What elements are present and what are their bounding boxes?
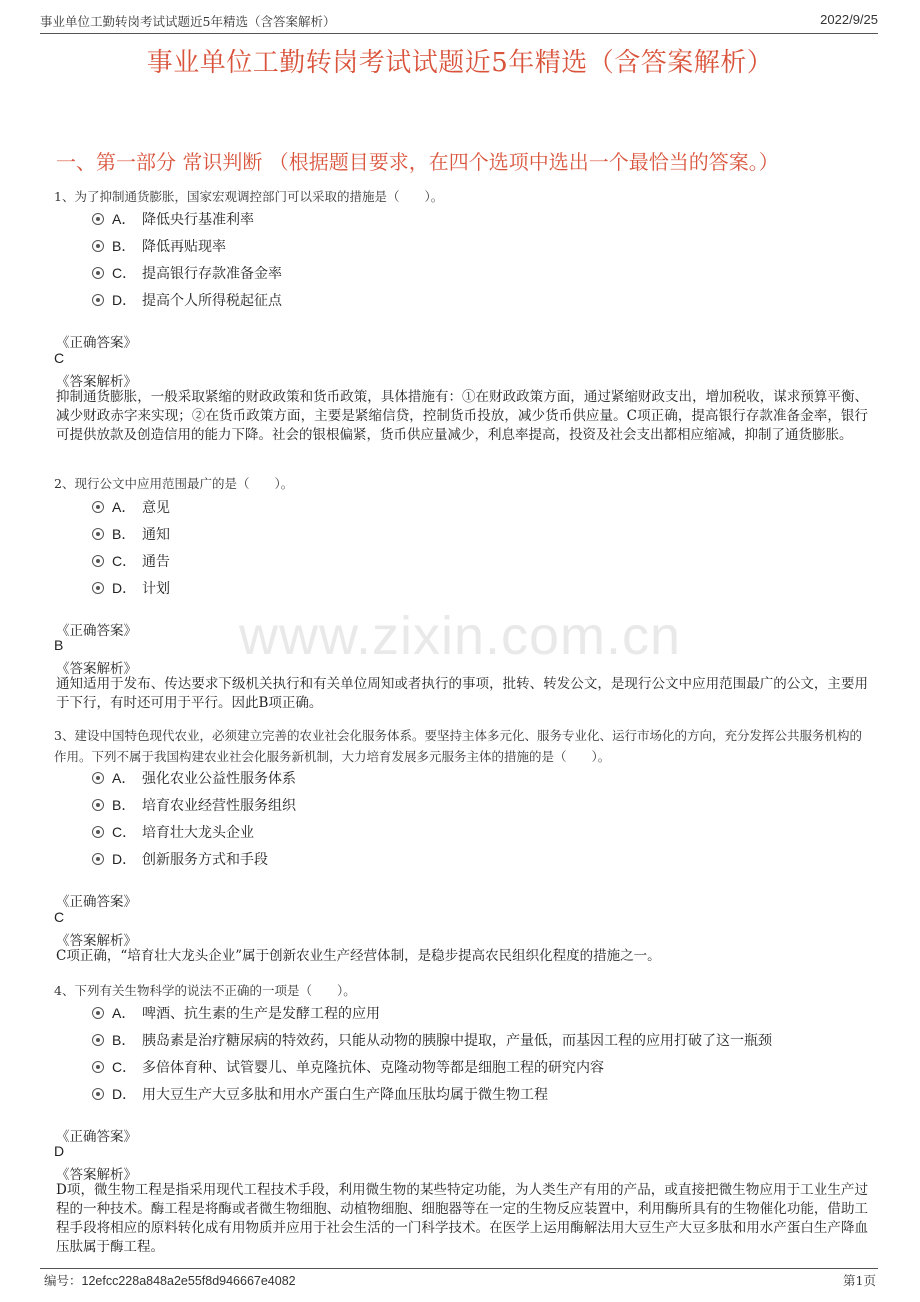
question-3-option-a[interactable]: A． 强化农业公益性服务体系: [92, 768, 296, 788]
radio-icon[interactable]: [92, 1088, 104, 1100]
question-2-option-d[interactable]: D． 计划: [92, 578, 170, 598]
question-1-stem: 1、为了抑制通货膨胀，国家宏观调控部门可以采取的措施是（ ）。: [54, 189, 444, 204]
question-1-option-b[interactable]: B． 降低再贴现率: [92, 236, 226, 256]
radio-icon[interactable]: [92, 1007, 104, 1019]
analysis-label: 《答案解析》: [56, 1167, 137, 1183]
question-4-option-d[interactable]: D． 用大豆生产大豆多肽和用水产蛋白生产降血压肽均属于微生物工程: [92, 1084, 548, 1104]
watermark: www.zixin.com.cn: [238, 606, 682, 666]
question-2-answer: B: [54, 637, 64, 653]
correct-answer-label: 《正确答案》: [56, 335, 137, 351]
question-3-stem: 3、建设中国特色现代农业，必须建立完善的农业社会化服务体系。要坚持主体多元化、服务专业化、运行市场化的方向，充分发挥公共服务机构的作用。下列不属于我国构建农业社会化服务新机制，大力培育发展多元服务主体的措施的是（ ）。: [54, 728, 862, 764]
question-4-option-c[interactable]: C． 多倍体育种、试管婴儿、单克隆抗体、克隆动物等都是细胞工程的研究内容: [92, 1057, 604, 1077]
question-1-option-a[interactable]: A． 降低央行基准利率: [92, 209, 254, 229]
radio-icon[interactable]: [92, 555, 104, 567]
question-3-option-b[interactable]: B． 培育农业经营性服务组织: [92, 795, 296, 815]
analysis-label: 《答案解析》: [56, 374, 137, 390]
page-header: [40, 12, 878, 32]
question-2-option-c[interactable]: C． 通告: [92, 551, 170, 571]
question-2-option-b[interactable]: B． 通知: [92, 524, 170, 544]
question-4-analysis: D项，微生物工程是指采用现代工程技术手段，利用微生物的某些特定功能，为人类生产有用的产品，或直接把微生物应用于工业生产过程的一种技术。酶工程是将酶或者微生物细胞、动植物细胞、细胞器等在一定的生物反应装置中，利用酶所具有的生物催化功能，借助工程手段将相应的原料转化成有用物质并应用于社会生活的一门科学技术。在医学上运用酶解法用大豆生产大豆多肽和用水产蛋白生产降血压肽属于酶工程。: [56, 1182, 868, 1255]
radio-icon[interactable]: [92, 582, 104, 594]
footer-divider: [40, 1268, 878, 1269]
correct-answer-label: 《正确答案》: [56, 623, 137, 639]
analysis-label: 《答案解析》: [56, 661, 137, 677]
document-title: 事业单位工勤转岗考试试题近5年精选（含答案解析）: [146, 48, 774, 78]
radio-icon[interactable]: [92, 799, 104, 811]
section-heading: 一、第一部分 常识判断 （根据题目要求，在四个选项中选出一个最恰当的答案。）: [56, 150, 779, 174]
question-2-analysis: 通知适用于发布、传达要求下级机关执行和有关单位周知或者执行的事项，批转、转发公文，是现行公文中应用范围最广的公文，主要用于下行，有时还可用于平行。因此B项正确。: [56, 676, 868, 711]
header-doc-title: 事业单位工勤转岗考试试题近5年精选（含答案解析）: [40, 14, 336, 29]
question-3-analysis: C项正确，“培育壮大龙头企业”属于创新农业生产经营体制，是稳步提高农民组织化程度的措施之一。: [56, 948, 661, 964]
radio-icon[interactable]: [92, 1061, 104, 1073]
page-number: 第1页: [843, 1273, 876, 1288]
radio-icon[interactable]: [92, 528, 104, 540]
analysis-label: 《答案解析》: [56, 933, 137, 949]
radio-icon[interactable]: [92, 213, 104, 225]
radio-icon[interactable]: [92, 267, 104, 279]
question-1-answer: C: [54, 350, 65, 366]
question-3-answer: C: [54, 909, 65, 925]
radio-icon[interactable]: [92, 853, 104, 865]
radio-icon[interactable]: [92, 826, 104, 838]
correct-answer-label: 《正确答案》: [56, 894, 137, 910]
question-4-stem: 4、下列有关生物科学的说法不正确的一项是（ ）。: [54, 983, 356, 998]
question-1-analysis: 抑制通货膨胀，一般采取紧缩的财政政策和货币政策，具体措施有：①在财政政策方面，通过紧缩财政支出，增加税收，谋求预算平衡、减少财政赤字来实现；②在货币政策方面，主要是紧缩信贷，控制货币投放，减少货币供应量。C项正确，提高银行存款准备金率，银行可提供放款及创造信用的能力下降。社会的银根偏紧，货币供应量减少，利息率提高，投资及社会支出都相应缩减，抑制了通货膨胀。: [56, 389, 868, 443]
radio-icon[interactable]: [92, 501, 104, 513]
radio-icon[interactable]: [92, 294, 104, 306]
question-3-option-c[interactable]: C． 培育壮大龙头企业: [92, 822, 254, 842]
question-3-option-d[interactable]: D． 创新服务方式和手段: [92, 849, 268, 869]
radio-icon[interactable]: [92, 772, 104, 784]
header-divider: [40, 33, 878, 34]
question-4-option-a[interactable]: A． 啤酒、抗生素的生产是发酵工程的应用: [92, 1003, 380, 1023]
question-1-option-c[interactable]: C． 提高银行存款准备金率: [92, 263, 282, 283]
question-2-stem: 2、现行公文中应用范围最广的是（ ）。: [54, 476, 294, 491]
correct-answer-label: 《正确答案》: [56, 1129, 137, 1145]
radio-icon[interactable]: [92, 1034, 104, 1046]
question-4-answer: D: [54, 1143, 65, 1159]
footer-code: 编号：12efcc228a848a2e55f8d946667e4082: [44, 1273, 296, 1288]
question-1-option-d[interactable]: D． 提高个人所得税起征点: [92, 290, 282, 310]
question-2-option-a[interactable]: A． 意见: [92, 497, 170, 517]
question-4-option-b[interactable]: B． 胰岛素是治疗糖尿病的特效药，只能从动物的胰腺中提取，产量低，而基因工程的应用打破了这一瓶颈: [92, 1030, 772, 1050]
header-date: 2022/9/25: [820, 12, 878, 27]
radio-icon[interactable]: [92, 240, 104, 252]
